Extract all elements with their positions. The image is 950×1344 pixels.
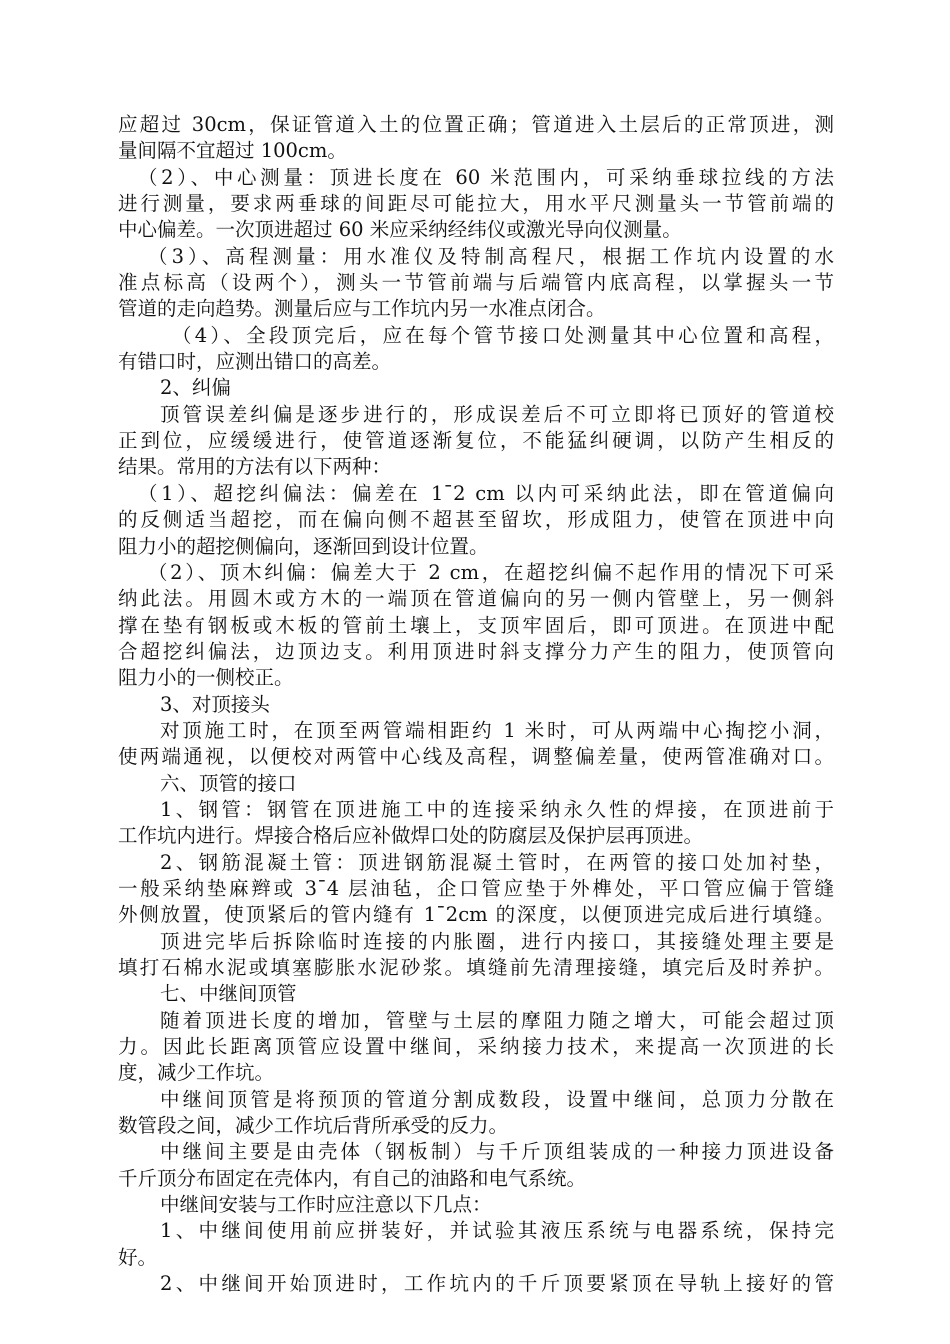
text-line: 纳此法。用圆木或方木的一端顶在管道偏向的另一侧内管壁上，另一侧斜 bbox=[118, 587, 834, 611]
document-body bbox=[118, 112, 834, 1297]
text-line: 好。 bbox=[118, 1245, 158, 1269]
text-line: 中继间安装与工作时应注意以下几点： bbox=[160, 1193, 492, 1217]
text-line: 进行测量，要求两垂球的间距尽可能拉大，用水平尺测量头一节管前端的 bbox=[118, 192, 834, 216]
section-heading: 3、对顶接头 bbox=[160, 692, 270, 716]
text-line: 顶进完毕后拆除临时连接的内胀圈，进行内接口，其接缝处理主要是 bbox=[160, 929, 834, 953]
text-line: 管道的走向趋势。测量后应与工作坑内另一水准点闭合。 bbox=[118, 297, 606, 321]
text-line: 随着顶进长度的增加，管壁与土层的摩阻力随之增大，可能会超过顶 bbox=[160, 1008, 834, 1032]
text-line: 填打石棉水泥或填塞膨胀水泥砂浆。填缝前先清理接缝，填完后及时养护。 bbox=[118, 956, 834, 979]
text-line: 外侧放置，使顶紧后的管内缝有 1¯2cm 的深度，以便顶进完成后进行填缝。 bbox=[118, 903, 834, 927]
text-line: 1、中继间使用前应拼装好，并试验其液压系统与电器系统，保持完 bbox=[160, 1219, 834, 1243]
text-line: 阻力小的超挖侧偏向，逐渐回到设计位置。 bbox=[118, 534, 489, 558]
text-line: 应超过 30cm，保证管道入土的位置正确；管道进入土层后的正常顶进，测 bbox=[118, 113, 834, 136]
text-line: 1、钢管：钢管在顶进施工中的连接采纳永久性的焊接，在顶进前于 bbox=[160, 797, 834, 821]
text-line: 使两端通视，以便校对两管中心线及高程，调整偏差量，使两管准确对口。 bbox=[118, 745, 834, 769]
text-line: 撑在垫有钢板或木板的管前土壤上，支顶牢固后，即可顶进。在顶进中配 bbox=[118, 613, 834, 637]
text-line: 的反侧适当超挖，而在偏向侧不超甚至留坎，形成阻力，使管在顶进中向 bbox=[118, 508, 834, 532]
text-line: 对顶施工时，在顶至两管端相距约 1 米时，可从两端中心掏挖小洞， bbox=[160, 718, 834, 742]
text-line: （2）、中心测量：顶进长度在 60 米范围内，可采纳垂球拉线的方法 bbox=[138, 165, 834, 189]
section-heading: 七、中继间顶管 bbox=[160, 982, 297, 1006]
text-line: 中心偏差。一次顶进超过 60 米应采纳经纬仪或激光导向仪测量。 bbox=[118, 218, 682, 242]
section-heading: 2、纠偏 bbox=[160, 376, 231, 400]
text-line: 度，减少工作坑。 bbox=[118, 1061, 275, 1085]
text-line: （2）、顶木纠偏：偏差大于 2 cm，在超挖纠偏不起作用的情况下可采 bbox=[148, 560, 834, 584]
text-line: 准点标高（设两个），测头一节管前端与后端管内底高程，以掌握头一节 bbox=[118, 271, 834, 295]
text-line: 顶管误差纠偏是逐步进行的，形成误差后不可立即将已顶好的管道校 bbox=[160, 402, 834, 426]
text-line: （4）、全段顶完后，应在每个管节接口处测量其中心位置和高程， bbox=[172, 323, 834, 347]
text-line: 一般采纳垫麻辫或 3¯4 层油毡，企口管应垫于外榫处，平口管应偏于管缝 bbox=[118, 876, 834, 900]
text-line: 有错口时，应测出错口的高差。 bbox=[118, 350, 392, 374]
text-line: 数管段之间，减少工作坑后背所承受的反力。 bbox=[118, 1114, 509, 1138]
text-line: 工作坑内进行。焊接合格后应补做焊口处的防腐层及保护层再顶进。 bbox=[118, 824, 704, 848]
section-heading: 六、顶管的接口 bbox=[160, 771, 297, 795]
text-line: （1）、超挖纠偏法：偏差在 1¯2 cm 以内可采纳此法，即在管道偏向 bbox=[138, 481, 834, 505]
text-line: 2、中继间开始顶进时，工作坑内的千斤顶要紧顶在导轨上接好的管 bbox=[160, 1272, 834, 1296]
text-line: 合超挖纠偏法，边顶边支。利用顶进时斜支撑分力产生的阻力，使顶管向 bbox=[118, 639, 834, 663]
text-line: （3）、高程测量：用水准仪及特制高程尺，根据工作坑内设置的水 bbox=[148, 244, 834, 268]
text-line: 量间隔不宜超过 100cm。 bbox=[118, 139, 347, 163]
text-line: 中继间顶管是将预顶的管道分割成数段，设置中继间，总顶力分散在 bbox=[160, 1087, 834, 1111]
text-line: 2、钢筋混凝土管：顶进钢筋混凝土管时，在两管的接口处加衬垫， bbox=[160, 850, 834, 874]
text-line: 正到位，应缓缓进行，使管道逐渐复位，不能猛纠硬调，以防产生相反的 bbox=[118, 429, 834, 453]
text-line: 中继间主要是由壳体（钢板制）与千斤顶组装成的一种接力顶进设备 bbox=[160, 1140, 834, 1164]
text-line: 结果。常用的方法有以下两种： bbox=[118, 455, 392, 479]
text-line: 阻力小的一侧校正。 bbox=[118, 666, 294, 690]
text-line: 力。因此长距离顶管应设置中继间，采纳接力技术，来提高一次顶进的长 bbox=[118, 1035, 834, 1059]
text-line: 千斤顶分布固定在壳体内，有自己的油路和电气系统。 bbox=[118, 1166, 587, 1190]
